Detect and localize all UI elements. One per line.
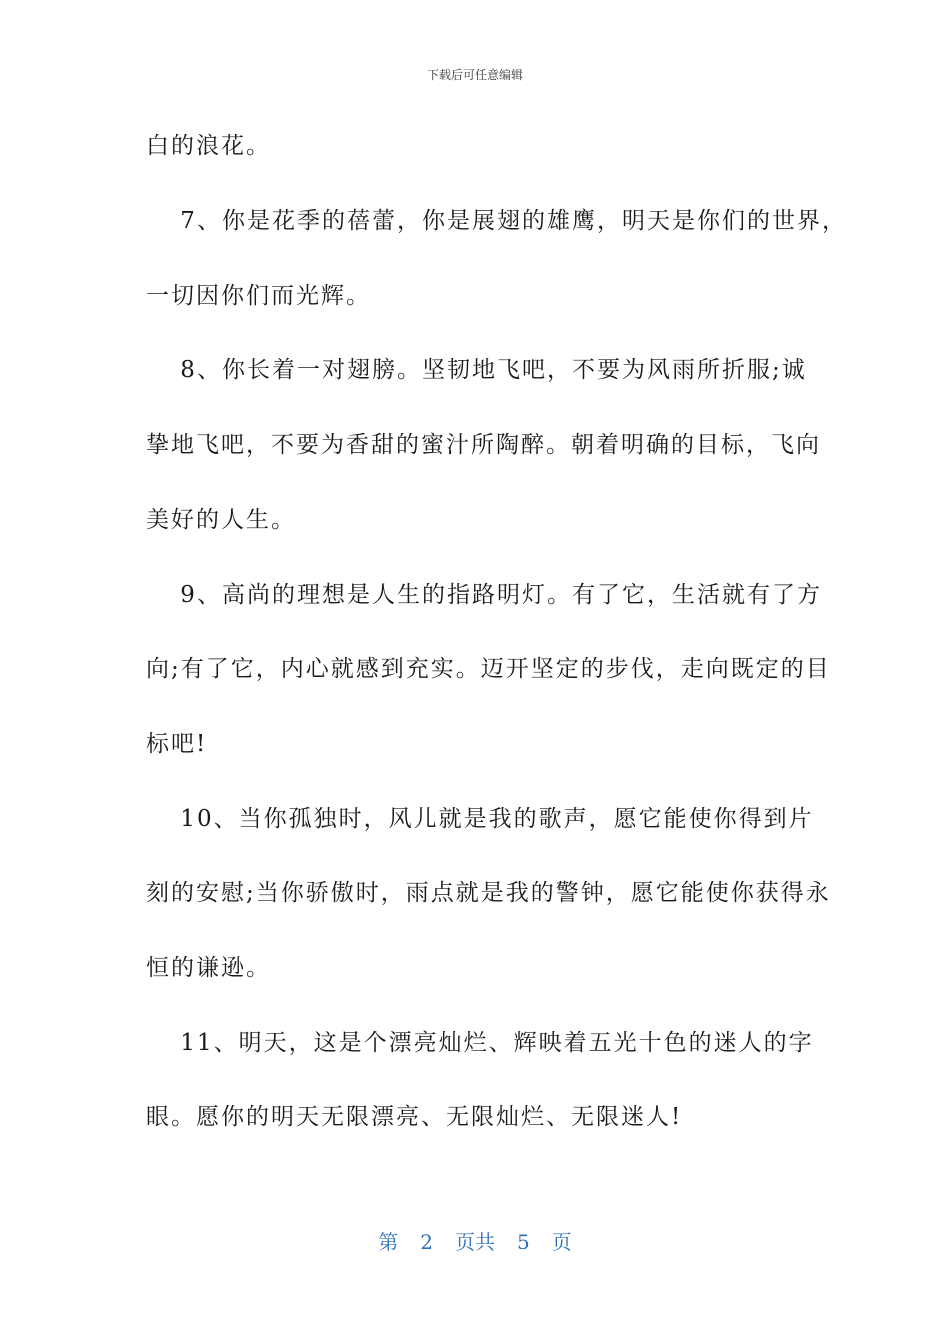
footer-suffix: 页: [551, 1230, 572, 1254]
text-line: 7、你是花季的蓓蕾，你是展翅的雄鹰，明天是你们的世界，: [146, 208, 847, 234]
text-line: 标吧!: [146, 731, 208, 757]
text-line: 刻的安慰;当你骄傲时，雨点就是我的警钟，愿它能使你获得永: [146, 880, 831, 906]
text-line: 恒的谦逊。: [146, 955, 271, 981]
footer-page-number: 2: [420, 1230, 433, 1254]
text-line: 挚地飞吧，不要为香甜的蜜汁所陶醉。朝着明确的目标，飞向: [146, 432, 821, 458]
text-line: 眼。愿你的明天无限漂亮、无限灿烂、无限迷人!: [146, 1104, 683, 1130]
text-line: 白的浪花。: [146, 133, 271, 159]
page-footer: [0, 1226, 950, 1255]
text-line: 9、高尚的理想是人生的指路明灯。有了它，生活就有了方: [146, 582, 822, 608]
text-line: 8、你长着一对翅膀。坚韧地飞吧，不要为风雨所折服;诚: [146, 357, 807, 383]
text-line: 向;有了它，内心就感到充实。迈开坚定的步伐，走向既定的目: [146, 656, 831, 682]
text-line: 11、明天，这是个漂亮灿烂、辉映着五光十色的迷人的字: [146, 1030, 814, 1056]
text-line: 美好的人生。: [146, 507, 296, 533]
footer-total-pages: 5: [517, 1230, 530, 1254]
page-header: 下载后可任意编辑: [426, 68, 523, 82]
text-line: 一切因你们而光辉。: [146, 283, 371, 309]
footer-prefix: 第: [378, 1230, 399, 1254]
footer-middle: 页共: [455, 1230, 495, 1254]
text-line: 10、当你孤独时，风儿就是我的歌声，愿它能使你得到片: [146, 806, 814, 832]
